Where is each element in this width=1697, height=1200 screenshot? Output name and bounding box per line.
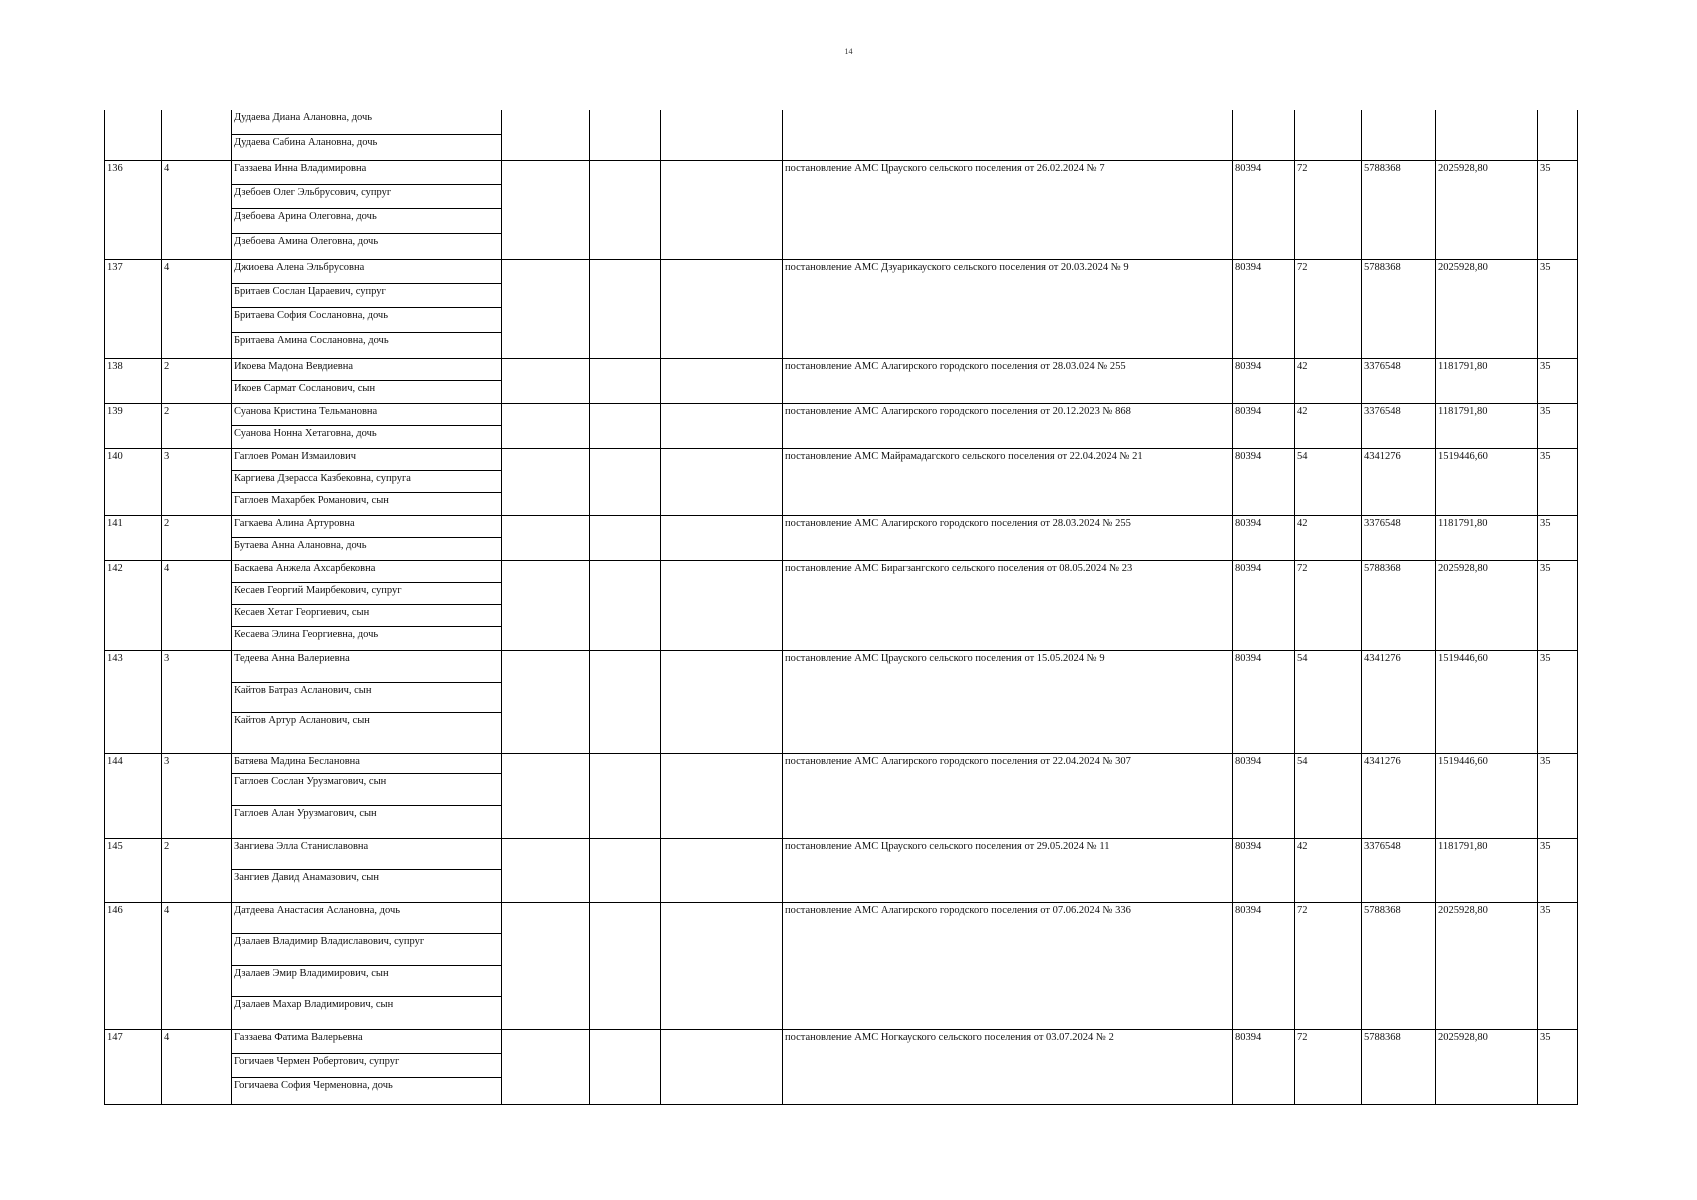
- family-members-cell: [232, 260, 502, 359]
- family-member-name: Дзебоева Амина Олеговна, дочь: [234, 236, 379, 247]
- total-cost-cell: 5788368: [1362, 903, 1436, 1030]
- family-member-name: Гогичаева София Черменовна, дочь: [234, 1080, 393, 1091]
- family-member-name: Дзалаев Эмир Владимирович, сын: [232, 966, 501, 997]
- table-row: [105, 359, 1578, 404]
- total-cost-cell: 3376548: [1362, 359, 1436, 404]
- total-cost-cell: 5788368: [1362, 260, 1436, 359]
- subsidy-amount-cell: 2025928,80: [1436, 260, 1538, 359]
- family-member-name: Дзалаев Махар Владимирович, сын: [234, 999, 394, 1010]
- empty-cell: [590, 561, 661, 651]
- empty-cell: [661, 1030, 783, 1105]
- area-cell: 72: [1295, 161, 1362, 260]
- total-cost-cell: 5788368: [1362, 161, 1436, 260]
- family-member-name: Кайтов Артур Асланович, сын: [234, 715, 370, 726]
- percent-cell: 35: [1538, 839, 1578, 903]
- family-member-name: Гагкаева Алина Артуровна: [232, 516, 501, 538]
- record-number-cell: 146: [105, 903, 162, 1030]
- page-number: 14: [844, 47, 853, 56]
- family-size-cell: 4: [162, 1030, 232, 1105]
- area-cell: 42: [1295, 404, 1362, 449]
- percent-cell: 35: [1538, 1030, 1578, 1105]
- empty-cell: [661, 260, 783, 359]
- decree-cell: постановление АМС Дзуарикауского сельского поселения от 20.03.2024 № 9: [783, 260, 1233, 359]
- value-cell: 80394: [1233, 903, 1295, 1030]
- family-size-cell: 3: [162, 449, 232, 516]
- empty-cell: [502, 651, 590, 754]
- empty-cell: [661, 561, 783, 651]
- percent-cell: 35: [1538, 260, 1578, 359]
- total-cost-cell: 5788368: [1362, 561, 1436, 651]
- value-cell: 80394: [1233, 1030, 1295, 1105]
- value-cell: 80394: [1233, 839, 1295, 903]
- family-member-name: Икоева Мадона Вевдиевна: [232, 359, 501, 381]
- total-cost-cell: [1362, 110, 1436, 161]
- decree-cell: постановление АМС Црауского сельского поселения от 29.05.2024 № 11: [783, 839, 1233, 903]
- record-number-cell: 140: [105, 449, 162, 516]
- percent-cell: 35: [1538, 651, 1578, 754]
- subsidy-amount-cell: 1181791,80: [1436, 839, 1538, 903]
- family-members-cell: [232, 651, 502, 754]
- percent-cell: 35: [1538, 516, 1578, 561]
- empty-cell: [590, 260, 661, 359]
- family-member-name: Гаглоев Махарбек Романович, сын: [234, 495, 389, 506]
- area-cell: 54: [1295, 651, 1362, 754]
- family-size-cell: 2: [162, 359, 232, 404]
- family-member-name: Газзаева Инна Владимировна: [232, 161, 501, 185]
- empty-cell: [590, 110, 661, 161]
- record-number-cell: 138: [105, 359, 162, 404]
- family-members-cell: [232, 1030, 502, 1105]
- family-member-name: Кесаев Хетаг Георгиевич, сын: [232, 605, 501, 627]
- area-cell: 54: [1295, 449, 1362, 516]
- empty-cell: [502, 754, 590, 839]
- subsidy-amount-cell: 1181791,80: [1436, 516, 1538, 561]
- family-member-name: Кайтов Батраз Асланович, сын: [232, 683, 501, 713]
- total-cost-cell: 4341276: [1362, 449, 1436, 516]
- empty-cell: [590, 754, 661, 839]
- recipients-table: [104, 110, 1578, 1105]
- family-member-name: Суанова Кристина Тельмановна: [232, 404, 501, 426]
- family-member-name: Суанова Нонна Хетаговна, дочь: [234, 428, 377, 439]
- family-members-cell: [232, 561, 502, 651]
- record-number-cell: 147: [105, 1030, 162, 1105]
- area-cell: 54: [1295, 754, 1362, 839]
- family-member-name: Дзебоев Олег Эльбрусович, супруг: [232, 185, 501, 209]
- empty-cell: [661, 359, 783, 404]
- table-row: [105, 651, 1578, 754]
- percent-cell: [1538, 110, 1578, 161]
- family-member-name: Кесаев Георгий Маирбекович, супруг: [232, 583, 501, 605]
- family-members-cell: [232, 903, 502, 1030]
- family-member-name: Гаглоев Сослан Урузмагович, сын: [232, 774, 501, 806]
- table-row: [105, 449, 1578, 516]
- empty-cell: [661, 651, 783, 754]
- decree-cell: постановление АМС Алагирского городского поселения от 28.03.024 № 255: [783, 359, 1233, 404]
- family-member-name: Гаглоев Роман Измаилович: [232, 449, 501, 471]
- subsidy-amount-cell: [1436, 110, 1538, 161]
- empty-cell: [661, 449, 783, 516]
- area-cell: 42: [1295, 516, 1362, 561]
- subsidy-amount-cell: 2025928,80: [1436, 1030, 1538, 1105]
- empty-cell: [502, 516, 590, 561]
- record-number-cell: [105, 110, 162, 161]
- empty-cell: [590, 161, 661, 260]
- family-size-cell: 2: [162, 516, 232, 561]
- value-cell: 80394: [1233, 516, 1295, 561]
- record-number-cell: 137: [105, 260, 162, 359]
- percent-cell: 35: [1538, 561, 1578, 651]
- decree-cell: постановление АМС Алагирского городского поселения от 28.03.2024 № 255: [783, 516, 1233, 561]
- family-size-cell: [162, 110, 232, 161]
- empty-cell: [502, 561, 590, 651]
- total-cost-cell: 3376548: [1362, 516, 1436, 561]
- family-members-cell: [232, 754, 502, 839]
- table-row: [105, 404, 1578, 449]
- subsidy-amount-cell: 2025928,80: [1436, 561, 1538, 651]
- table-row: [105, 903, 1578, 1030]
- empty-cell: [590, 903, 661, 1030]
- empty-cell: [502, 839, 590, 903]
- family-size-cell: 2: [162, 404, 232, 449]
- value-cell: 80394: [1233, 651, 1295, 754]
- family-member-name: Бритаева София Сослановна, дочь: [232, 308, 501, 333]
- decree-cell: постановление АМС Црауского сельского поселения от 26.02.2024 № 7: [783, 161, 1233, 260]
- table-row: [105, 839, 1578, 903]
- family-member-name: Батяева Мадина Беслановна: [232, 754, 501, 774]
- family-member-name: Гогичаев Чермен Робертович, супруг: [232, 1054, 501, 1078]
- subsidy-amount-cell: 2025928,80: [1436, 161, 1538, 260]
- empty-cell: [502, 260, 590, 359]
- family-member-name: Дзебоева Арина Олеговна, дочь: [232, 209, 501, 234]
- empty-cell: [590, 404, 661, 449]
- value-cell: 80394: [1233, 260, 1295, 359]
- table-row: [105, 260, 1578, 359]
- area-cell: 72: [1295, 260, 1362, 359]
- decree-cell: постановление АМС Алагирского городского поселения от 20.12.2023 № 868: [783, 404, 1233, 449]
- table-row: [105, 561, 1578, 651]
- decree-cell: постановление АМС Бирагзангского сельского поселения от 08.05.2024 № 23: [783, 561, 1233, 651]
- empty-cell: [502, 1030, 590, 1105]
- record-number-cell: 145: [105, 839, 162, 903]
- family-member-name: Бритаев Сослан Цараевич, супруг: [232, 284, 501, 308]
- empty-cell: [590, 359, 661, 404]
- family-size-cell: 4: [162, 260, 232, 359]
- value-cell: 80394: [1233, 754, 1295, 839]
- area-cell: 72: [1295, 561, 1362, 651]
- table-row: [105, 1030, 1578, 1105]
- empty-cell: [502, 404, 590, 449]
- family-member-name: Баскаева Анжела Ахсарбековна: [232, 561, 501, 583]
- family-member-name: Каргиева Дзерасса Казбековна, супруга: [232, 471, 501, 493]
- family-size-cell: 4: [162, 903, 232, 1030]
- area-cell: 42: [1295, 839, 1362, 903]
- family-members-cell: [232, 449, 502, 516]
- subsidy-amount-cell: 1519446,60: [1436, 651, 1538, 754]
- area-cell: 42: [1295, 359, 1362, 404]
- subsidy-amount-cell: 1181791,80: [1436, 404, 1538, 449]
- family-size-cell: 4: [162, 161, 232, 260]
- percent-cell: 35: [1538, 404, 1578, 449]
- family-size-cell: 2: [162, 839, 232, 903]
- empty-cell: [661, 161, 783, 260]
- empty-cell: [590, 516, 661, 561]
- area-cell: 72: [1295, 1030, 1362, 1105]
- family-member-name: Гаглоев Алан Урузмагович, сын: [234, 808, 377, 819]
- subsidy-amount-cell: 1181791,80: [1436, 359, 1538, 404]
- area-cell: [1295, 110, 1362, 161]
- family-member-name: Зангиева Элла Станиславовна: [232, 839, 501, 870]
- total-cost-cell: 3376548: [1362, 404, 1436, 449]
- empty-cell: [502, 903, 590, 1030]
- empty-cell: [502, 110, 590, 161]
- value-cell: 80394: [1233, 561, 1295, 651]
- family-member-name: Бритаева Амина Сослановна, дочь: [234, 335, 389, 346]
- record-number-cell: 141: [105, 516, 162, 561]
- percent-cell: 35: [1538, 359, 1578, 404]
- decree-cell: [783, 110, 1233, 161]
- decree-cell: постановление АМС Алагирского городского поселения от 22.04.2024 № 307: [783, 754, 1233, 839]
- empty-cell: [661, 754, 783, 839]
- table-row: [105, 110, 1578, 161]
- empty-cell: [502, 161, 590, 260]
- total-cost-cell: 5788368: [1362, 1030, 1436, 1105]
- family-member-name: Дзалаев Владимир Владиславович, супруг: [232, 934, 501, 966]
- record-number-cell: 136: [105, 161, 162, 260]
- family-member-name: Тедеева Анна Валериевна: [232, 651, 501, 683]
- family-members-cell: [232, 516, 502, 561]
- empty-cell: [502, 449, 590, 516]
- decree-cell: постановление АМС Алагирского городского поселения от 07.06.2024 № 336: [783, 903, 1233, 1030]
- family-members-cell: [232, 839, 502, 903]
- family-size-cell: 3: [162, 651, 232, 754]
- empty-cell: [590, 651, 661, 754]
- record-number-cell: 144: [105, 754, 162, 839]
- family-member-name: Бутаева Анна Алановна, дочь: [234, 540, 367, 551]
- family-member-name: Дудаева Сабина Алановна, дочь: [234, 137, 378, 148]
- family-members-cell: [232, 359, 502, 404]
- value-cell: 80394: [1233, 161, 1295, 260]
- empty-cell: [661, 404, 783, 449]
- family-member-name: Датдеева Анастасия Аслановна, дочь: [232, 903, 501, 934]
- subsidy-amount-cell: 1519446,60: [1436, 754, 1538, 839]
- empty-cell: [502, 359, 590, 404]
- value-cell: 80394: [1233, 449, 1295, 516]
- family-member-name: Дудаева Диана Алановна, дочь: [232, 110, 501, 135]
- total-cost-cell: 4341276: [1362, 651, 1436, 754]
- total-cost-cell: 3376548: [1362, 839, 1436, 903]
- percent-cell: 35: [1538, 449, 1578, 516]
- family-member-name: Джиоева Алена Эльбрусовна: [232, 260, 501, 284]
- family-size-cell: 3: [162, 754, 232, 839]
- family-member-name: Газзаева Фатима Валерьевна: [232, 1030, 501, 1054]
- table-row: [105, 516, 1578, 561]
- value-cell: 80394: [1233, 359, 1295, 404]
- family-member-name: Икоев Сармат Сосланович, сын: [234, 383, 376, 394]
- family-member-name: Зангиев Давид Анамазович, сын: [234, 872, 379, 883]
- empty-cell: [661, 839, 783, 903]
- record-number-cell: 142: [105, 561, 162, 651]
- record-number-cell: 143: [105, 651, 162, 754]
- empty-cell: [590, 449, 661, 516]
- subsidy-amount-cell: 2025928,80: [1436, 903, 1538, 1030]
- total-cost-cell: 4341276: [1362, 754, 1436, 839]
- percent-cell: 35: [1538, 903, 1578, 1030]
- decree-cell: постановление АМС Майрамадагского сельского поселения от 22.04.2024 № 21: [783, 449, 1233, 516]
- value-cell: [1233, 110, 1295, 161]
- empty-cell: [590, 839, 661, 903]
- table-row: [105, 161, 1578, 260]
- subsidy-amount-cell: 1519446,60: [1436, 449, 1538, 516]
- family-size-cell: 4: [162, 561, 232, 651]
- family-member-name: Кесаева Элина Георгиевна, дочь: [234, 629, 379, 640]
- empty-cell: [661, 903, 783, 1030]
- area-cell: 72: [1295, 903, 1362, 1030]
- value-cell: 80394: [1233, 404, 1295, 449]
- empty-cell: [590, 1030, 661, 1105]
- table-body: [105, 110, 1578, 1105]
- percent-cell: 35: [1538, 161, 1578, 260]
- family-members-cell: [232, 110, 502, 161]
- empty-cell: [661, 110, 783, 161]
- percent-cell: 35: [1538, 754, 1578, 839]
- record-number-cell: 139: [105, 404, 162, 449]
- decree-cell: постановление АМС Црауского сельского поселения от 15.05.2024 № 9: [783, 651, 1233, 754]
- family-members-cell: [232, 404, 502, 449]
- decree-cell: постановление АМС Ногкауского сельского поселения от 03.07.2024 № 2: [783, 1030, 1233, 1105]
- table-row: [105, 754, 1578, 839]
- empty-cell: [661, 516, 783, 561]
- family-members-cell: [232, 161, 502, 260]
